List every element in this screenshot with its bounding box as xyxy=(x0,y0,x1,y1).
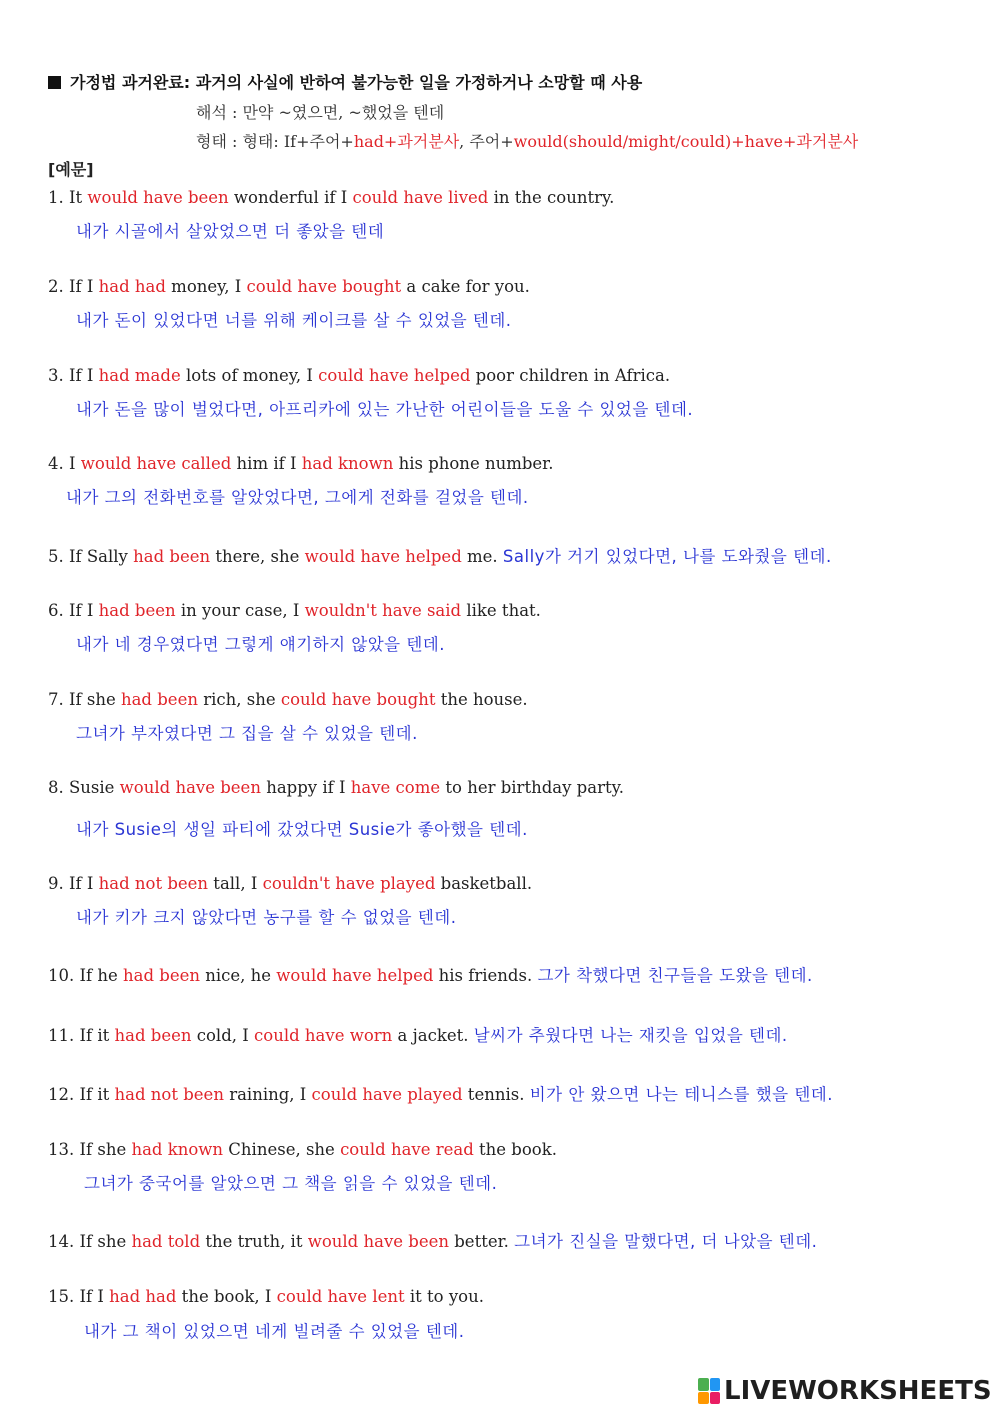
sentence-part: the book, I xyxy=(176,1287,277,1306)
korean-translation: 내가 시골에서 살았었으면 더 좋았을 텐데 xyxy=(76,222,385,241)
sentence-part: happy if I xyxy=(260,778,351,797)
sentence-part: wonderful if I xyxy=(228,188,353,207)
verb-phrase-highlight: had had xyxy=(109,1287,177,1306)
sentence-part: 1. It xyxy=(48,188,88,207)
page-title xyxy=(48,70,642,93)
sentence-part: a jacket. xyxy=(392,1026,474,1045)
example-sentence xyxy=(48,1081,833,1105)
example-sentence xyxy=(48,962,813,986)
sentence-part: 8. Susie xyxy=(48,778,120,797)
example-sentence xyxy=(48,454,554,473)
sentence-part: 15. If I xyxy=(48,1287,110,1306)
sentence-part: 12. If it xyxy=(48,1085,115,1104)
sentence-part: nice, he xyxy=(200,966,277,985)
korean-translation: 그녀가 중국어를 알았으면 그 책을 읽을 수 있었을 텐데. xyxy=(84,1174,498,1193)
example-sentence xyxy=(48,690,528,709)
sentence-part: the book. xyxy=(473,1140,557,1159)
korean-translation: 내가 돈이 있었다면 너를 위해 케이크를 살 수 있었을 텐데. xyxy=(76,311,512,330)
verb-phrase-highlight: could have helped xyxy=(318,366,471,385)
example-sentence xyxy=(48,601,541,620)
verb-phrase-highlight: could have read xyxy=(340,1140,474,1159)
sentence-part: 10. If he xyxy=(48,966,123,985)
sentence-part: the truth, it xyxy=(200,1232,308,1251)
sentence-part: there, she xyxy=(210,547,305,566)
sentence-part: the house. xyxy=(435,690,528,709)
example-sentence xyxy=(48,366,670,385)
sentence-part: 9. If I xyxy=(48,874,99,893)
sentence-part: lots of money, I xyxy=(180,366,319,385)
title-text: 가정법 과거완료: 과거의 사실에 반하여 불가능한 일을 가정하거나 소망할 때 사용 xyxy=(70,73,643,92)
form-prefix: 형태 : 형태: If+주어+ xyxy=(196,132,354,151)
example-sentence xyxy=(48,1228,817,1252)
verb-phrase-highlight: could have lived xyxy=(352,188,489,207)
korean-translation: 그녀가 진실을 말했다면, 더 나았을 텐데. xyxy=(514,1232,818,1251)
example-sentence xyxy=(48,1140,557,1159)
korean-translation: Sally가 거기 있었다면, 나를 도와줬을 텐데. xyxy=(502,547,832,566)
verb-phrase-highlight: had had xyxy=(98,277,166,296)
korean-translation: 내가 돈을 많이 벌었다면, 아프리카에 있는 가난한 어린이들을 도울 수 있었을 텐데. xyxy=(76,400,694,419)
sentence-part: to her birthday party. xyxy=(440,778,624,797)
verb-phrase-highlight: had known xyxy=(131,1140,224,1159)
example-sentence xyxy=(48,543,832,567)
verb-phrase-highlight: had known xyxy=(301,454,394,473)
sentence-part: 4. I xyxy=(48,454,81,473)
verb-phrase-highlight: had been xyxy=(133,547,211,566)
example-sentence xyxy=(48,277,530,296)
logo-text: LIVEWORKSHEETS xyxy=(724,1376,992,1406)
verb-phrase-highlight: had not been xyxy=(98,874,209,893)
sentence-part: better. xyxy=(449,1232,515,1251)
verb-phrase-highlight: could have bought xyxy=(280,690,436,709)
example-sentence xyxy=(48,778,624,797)
verb-phrase-highlight: wouldn't have said xyxy=(304,601,462,620)
verb-phrase-highlight: had been xyxy=(98,601,176,620)
sentence-part: in the country. xyxy=(488,188,615,207)
form-red-2: would(should/might/could)+have+과거분사 xyxy=(513,132,859,151)
sentence-part: rich, she xyxy=(197,690,281,709)
verb-phrase-highlight: could have worn xyxy=(254,1026,393,1045)
sentence-part: in your case, I xyxy=(175,601,305,620)
sentence-part: 2. If I xyxy=(48,277,99,296)
form-line xyxy=(196,129,858,152)
verb-phrase-highlight: would have helped xyxy=(304,547,462,566)
sentence-part: 14. If she xyxy=(48,1232,132,1251)
example-sentence xyxy=(48,188,614,207)
sentence-part: 7. If she xyxy=(48,690,121,709)
sentence-part: cold, I xyxy=(191,1026,255,1045)
verb-phrase-highlight: could have lent xyxy=(276,1287,405,1306)
examples-label: [예문] xyxy=(48,160,94,179)
verb-phrase-highlight: had been xyxy=(123,966,200,985)
sentence-part: raining, I xyxy=(223,1085,312,1104)
korean-translation: 그가 착했다면 친구들을 도왔을 텐데. xyxy=(537,966,813,985)
korean-translation: 내가 키가 크지 않았다면 농구를 할 수 없었을 텐데. xyxy=(76,908,457,927)
sentence-part: 6. If I xyxy=(48,601,99,620)
example-sentence xyxy=(48,874,532,893)
verb-phrase-highlight: could have bought xyxy=(246,277,402,296)
verb-phrase-highlight: had made xyxy=(98,366,181,385)
liveworksheets-logo xyxy=(698,1376,992,1406)
example-sentence xyxy=(48,1287,484,1306)
sentence-part: Chinese, she xyxy=(223,1140,341,1159)
sentence-part: basketball. xyxy=(435,874,533,893)
sentence-part: a cake for you. xyxy=(401,277,530,296)
sentence-part: 5. If Sally xyxy=(48,547,134,566)
verb-phrase-highlight: would have been xyxy=(307,1232,449,1251)
meaning-line: 해석 : 만약 ~였으면, ~했었을 텐데 xyxy=(196,103,445,122)
sentence-part: money, I xyxy=(165,277,247,296)
verb-phrase-highlight: had been xyxy=(120,690,198,709)
korean-translation: 내가 그 책이 있었으면 네게 빌려줄 수 있었을 텐데. xyxy=(84,1322,465,1341)
verb-phrase-highlight: would have been xyxy=(87,188,229,207)
verb-phrase-highlight: would have helped xyxy=(276,966,434,985)
korean-translation: 내가 그의 전화번호를 알았었다면, 그에게 전화를 걸었을 텐데. xyxy=(66,488,529,507)
verb-phrase-highlight: had not been xyxy=(114,1085,224,1104)
sentence-part: his phone number. xyxy=(393,454,554,473)
verb-phrase-highlight: had been xyxy=(114,1026,192,1045)
korean-translation: 날씨가 추웠다면 나는 재킷을 입었을 텐데. xyxy=(473,1026,788,1045)
sentence-part: him if I xyxy=(231,454,302,473)
sentence-part: 3. If I xyxy=(48,366,99,385)
logo-badge-icon xyxy=(698,1378,720,1404)
verb-phrase-highlight: would have called xyxy=(80,454,232,473)
verb-phrase-highlight: had told xyxy=(131,1232,201,1251)
verb-phrase-highlight: could have played xyxy=(311,1085,463,1104)
sentence-part: like that. xyxy=(461,601,541,620)
sentence-part: poor children in Africa. xyxy=(470,366,671,385)
example-sentence xyxy=(48,1022,788,1046)
sentence-part: it to you. xyxy=(404,1287,484,1306)
sentence-part: me. xyxy=(461,547,503,566)
verb-phrase-highlight: would have been xyxy=(119,778,261,797)
sentence-part: 13. If she xyxy=(48,1140,132,1159)
sentence-part: tennis. xyxy=(462,1085,530,1104)
verb-phrase-highlight: have come xyxy=(350,778,441,797)
sentence-part: tall, I xyxy=(208,874,263,893)
form-mid: , 주어+ xyxy=(459,132,514,151)
korean-translation: 내가 Susie의 생일 파티에 갔었다면 Susie가 좋아했을 텐데. xyxy=(76,820,528,839)
sentence-part: 11. If it xyxy=(48,1026,115,1045)
verb-phrase-highlight: couldn't have played xyxy=(262,874,436,893)
square-bullet-icon xyxy=(48,76,61,89)
korean-translation: 그녀가 부자였다면 그 집을 살 수 있었을 텐데. xyxy=(76,724,418,743)
korean-translation: 내가 네 경우였다면 그렇게 얘기하지 않았을 텐데. xyxy=(76,635,445,654)
sentence-part: his friends. xyxy=(433,966,538,985)
korean-translation: 비가 안 왔으면 나는 테니스를 했을 텐데. xyxy=(529,1085,833,1104)
form-red-1: had+과거분사 xyxy=(353,132,460,151)
